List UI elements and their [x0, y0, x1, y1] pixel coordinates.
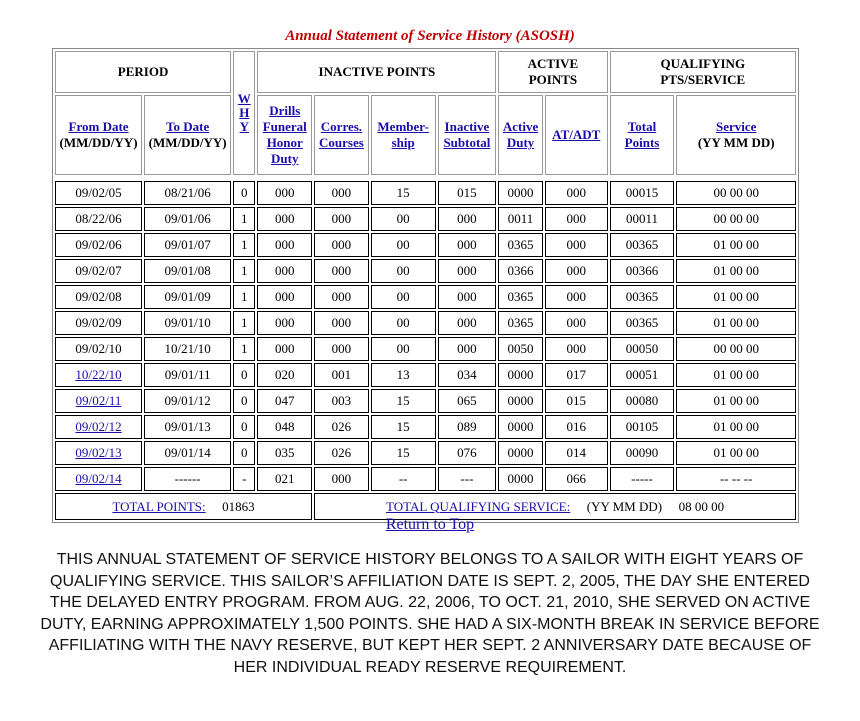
cell-why: -	[233, 467, 255, 491]
cell-total: 00365	[610, 285, 675, 309]
cell-from	[55, 389, 142, 413]
cell-member: 15	[371, 415, 436, 439]
cell-drills: 035	[257, 441, 312, 465]
cell-from: 09/02/05	[55, 181, 142, 205]
cell-drills: 020	[257, 363, 312, 387]
membership-link[interactable]	[377, 119, 429, 150]
cell-member: 00	[371, 311, 436, 335]
corres-link[interactable]	[319, 119, 364, 150]
cell-atadt: 015	[545, 389, 608, 413]
cell-to: ------	[144, 467, 231, 491]
cell-service: 01 00 00	[676, 363, 796, 387]
drills-link[interactable]	[263, 103, 307, 166]
cell-inactive: 065	[438, 389, 497, 413]
cell-member: 00	[371, 207, 436, 231]
cell-to: 09/01/07	[144, 233, 231, 257]
total-points-value: 01863	[222, 498, 255, 514]
table-row	[55, 285, 796, 309]
total-points-line2[interactable]: Points	[624, 135, 660, 150]
cell-corres: 000	[314, 467, 369, 491]
cell-total: 00050	[610, 337, 675, 361]
drills-line4[interactable]: Duty	[271, 151, 299, 166]
cell-inactive: 000	[438, 207, 497, 231]
cell-inactive: 000	[438, 337, 497, 361]
cell-total: 00080	[610, 389, 675, 413]
cell-inactive: 000	[438, 311, 497, 335]
cell-to: 10/21/10	[144, 337, 231, 361]
cell-service: 01 00 00	[676, 285, 796, 309]
cell-to: 09/01/12	[144, 389, 231, 413]
cell-to: 09/01/11	[144, 363, 231, 387]
table-row	[55, 389, 796, 413]
active-duty-link[interactable]	[503, 119, 538, 150]
table-row	[55, 259, 796, 283]
cell-drills: 021	[257, 467, 312, 491]
return-to-top-link[interactable]: Return to Top	[385, 516, 475, 533]
inactive-subtotal-line1[interactable]: Inactive	[444, 119, 490, 134]
cell-to: 09/01/13	[144, 415, 231, 439]
asosh-table	[52, 48, 799, 523]
cell-member: 13	[371, 363, 436, 387]
from-date-format: (MM/DD/YY)	[59, 135, 138, 150]
inactive-subtotal-line2[interactable]: Subtotal	[443, 135, 491, 150]
cell-corres: 000	[314, 337, 369, 361]
at-adt-link[interactable]: AT/ADT	[552, 127, 601, 142]
cell-active: 0000	[498, 363, 543, 387]
cell-total: 00051	[610, 363, 675, 387]
cell-corres: 000	[314, 181, 369, 205]
cell-why: 1	[233, 207, 255, 231]
cell-service: 00 00 00	[676, 207, 796, 231]
service-link[interactable]: Service	[715, 119, 757, 134]
table-row	[55, 181, 796, 205]
cell-service: 01 00 00	[676, 415, 796, 439]
cell-atadt: 000	[545, 233, 608, 257]
why-letter-y[interactable]: Y	[239, 119, 249, 134]
to-date-header	[144, 95, 231, 175]
qualifying-line2: PTS/SERVICE	[660, 72, 746, 87]
cell-service: 00 00 00	[676, 181, 796, 205]
cell-active: 0000	[498, 467, 543, 491]
cell-from	[55, 415, 142, 439]
qualifying-header	[610, 51, 796, 93]
qualifying-line1: QUALIFYING	[660, 56, 746, 71]
total-points-header	[610, 95, 675, 175]
table-row	[55, 415, 796, 439]
corres-line2[interactable]: Courses	[319, 135, 364, 150]
membership-line2[interactable]: ship	[391, 135, 415, 150]
cell-inactive: 089	[438, 415, 497, 439]
why-letter-h[interactable]: H	[239, 105, 250, 120]
from-date-row-link[interactable]: 09/02/14	[75, 471, 122, 486]
cell-active: 0050	[498, 337, 543, 361]
inactive-subtotal-header	[438, 95, 497, 175]
cell-from: 09/02/06	[55, 233, 142, 257]
cell-why: 0	[233, 441, 255, 465]
cell-drills: 048	[257, 415, 312, 439]
cell-atadt: 000	[545, 259, 608, 283]
cell-service: 01 00 00	[676, 389, 796, 413]
cell-corres: 000	[314, 233, 369, 257]
active-duty-header	[498, 95, 543, 175]
page-title: Annual Statement of Service History (ASOSH)	[285, 28, 575, 44]
from-date-header	[55, 95, 142, 175]
to-date-format: (MM/DD/YY)	[148, 135, 227, 150]
from-date-row-link[interactable]: 10/22/10	[75, 367, 122, 382]
cell-drills: 000	[257, 259, 312, 283]
cell-inactive: 034	[438, 363, 497, 387]
cell-drills: 000	[257, 311, 312, 335]
cell-member: --	[371, 467, 436, 491]
cell-from: 09/02/07	[55, 259, 142, 283]
cell-corres: 000	[314, 311, 369, 335]
from-date-row-link[interactable]: 09/02/12	[75, 419, 122, 434]
cell-total: 00105	[610, 415, 675, 439]
corres-line1[interactable]: Corres.	[320, 119, 363, 134]
total-points-label-link[interactable]: TOTAL POINTS:	[112, 498, 206, 514]
cell-active: 0365	[498, 285, 543, 309]
total-service-value: 08 00 00	[678, 498, 725, 514]
cell-corres: 001	[314, 363, 369, 387]
cell-total: 00365	[610, 233, 675, 257]
cell-total: 00011	[610, 207, 675, 231]
cell-active: 0365	[498, 311, 543, 335]
cell-from	[55, 363, 142, 387]
statement-rows	[55, 181, 796, 491]
cell-atadt: 000	[545, 181, 608, 205]
at-adt-header	[545, 95, 608, 175]
cell-to: 08/21/06	[144, 181, 231, 205]
cell-from: 08/22/06	[55, 207, 142, 231]
cell-to: 09/01/14	[144, 441, 231, 465]
cell-active: 0000	[498, 389, 543, 413]
active-points-header	[498, 51, 607, 93]
why-letter-w[interactable]: W	[237, 91, 251, 106]
cell-to: 09/01/10	[144, 311, 231, 335]
table-row	[55, 363, 796, 387]
why-header-link[interactable]	[233, 51, 255, 175]
cell-atadt: 016	[545, 415, 608, 439]
cell-corres: 000	[314, 207, 369, 231]
cell-atadt: 014	[545, 441, 608, 465]
cell-atadt: 017	[545, 363, 608, 387]
cell-atadt: 000	[545, 207, 608, 231]
cell-atadt: 000	[545, 311, 608, 335]
drills-header	[257, 95, 312, 175]
cell-total: 00090	[610, 441, 675, 465]
cell-why: 1	[233, 285, 255, 309]
active-duty-line2[interactable]: Duty	[506, 135, 535, 150]
cell-service: 01 00 00	[676, 441, 796, 465]
table-row	[55, 467, 796, 491]
period-header: PERIOD	[55, 51, 231, 93]
drills-line1[interactable]: Drills	[269, 103, 301, 118]
cell-total: 00365	[610, 311, 675, 335]
cell-to: 09/01/08	[144, 259, 231, 283]
cell-why: 1	[233, 337, 255, 361]
cell-inactive: ---	[438, 467, 497, 491]
cell-service: 01 00 00	[676, 259, 796, 283]
to-date-link[interactable]: To Date	[166, 119, 210, 134]
cell-drills: 000	[257, 181, 312, 205]
total-points-line1[interactable]: Total	[627, 119, 657, 134]
cell-why: 0	[233, 363, 255, 387]
membership-line1[interactable]: Member-	[377, 119, 429, 134]
cell-inactive: 000	[438, 233, 497, 257]
cell-drills: 000	[257, 285, 312, 309]
cell-from	[55, 467, 142, 491]
service-header	[676, 95, 796, 175]
cell-why: 1	[233, 311, 255, 335]
total-service-format: (YY MM DD)	[586, 498, 663, 514]
cell-drills: 000	[257, 233, 312, 257]
cell-member: 00	[371, 337, 436, 361]
cell-from: 09/02/08	[55, 285, 142, 309]
cell-active: 0365	[498, 233, 543, 257]
cell-corres: 003	[314, 389, 369, 413]
cell-member: 15	[371, 441, 436, 465]
cell-drills: 000	[257, 207, 312, 231]
cell-active: 0366	[498, 259, 543, 283]
header-spacer	[55, 177, 796, 179]
table-row	[55, 337, 796, 361]
service-format: (YY MM DD)	[697, 135, 775, 150]
cell-member: 00	[371, 259, 436, 283]
cell-why: 0	[233, 389, 255, 413]
inactive-points-header: INACTIVE POINTS	[257, 51, 496, 93]
cell-inactive: 000	[438, 259, 497, 283]
cell-active: 0011	[498, 207, 543, 231]
cell-from	[55, 441, 142, 465]
cell-total: -----	[610, 467, 675, 491]
drills-line3[interactable]: Honor	[266, 135, 303, 150]
inactive-subtotal-link[interactable]	[443, 119, 490, 150]
cell-total: 00015	[610, 181, 675, 205]
table-row	[55, 207, 796, 231]
cell-inactive: 076	[438, 441, 497, 465]
cell-member: 00	[371, 233, 436, 257]
cell-corres: 000	[314, 259, 369, 283]
cell-why: 1	[233, 259, 255, 283]
active-points-line1: ACTIVE	[527, 56, 579, 71]
cell-corres: 026	[314, 415, 369, 439]
cell-inactive: 000	[438, 285, 497, 309]
cell-atadt: 000	[545, 337, 608, 361]
cell-inactive: 015	[438, 181, 497, 205]
cell-to: 09/01/06	[144, 207, 231, 231]
total-points-link[interactable]	[625, 119, 660, 150]
cell-service: 01 00 00	[676, 233, 796, 257]
table-row	[55, 233, 796, 257]
cell-why: 0	[233, 415, 255, 439]
membership-header	[371, 95, 436, 175]
cell-active: 0000	[498, 441, 543, 465]
return-to-top-container	[0, 516, 860, 534]
total-service-label-link[interactable]: TOTAL QUALIFYING SERVICE:	[385, 498, 571, 514]
cell-total: 00366	[610, 259, 675, 283]
cell-to: 09/01/09	[144, 285, 231, 309]
cell-drills: 000	[257, 337, 312, 361]
cell-drills: 047	[257, 389, 312, 413]
cell-active: 0000	[498, 415, 543, 439]
cell-atadt: 000	[545, 285, 608, 309]
cell-member: 15	[371, 181, 436, 205]
cell-from: 09/02/09	[55, 311, 142, 335]
corres-header	[314, 95, 369, 175]
cell-corres: 026	[314, 441, 369, 465]
cell-why: 0	[233, 181, 255, 205]
cell-corres: 000	[314, 285, 369, 309]
active-duty-line1[interactable]: Active	[502, 119, 539, 134]
cell-why: 1	[233, 233, 255, 257]
cell-member: 15	[371, 389, 436, 413]
active-points-line2: POINTS	[528, 72, 578, 87]
table-row	[55, 441, 796, 465]
table-row	[55, 311, 796, 335]
caption-text: THIS ANNUAL STATEMENT OF SERVICE HISTORY BELONGS TO A SAILOR WITH EIGHT YEARS OF QUALIFYING SERVICE. THIS SAILOR’S AFFILIATION DATE IS SEPT. 2, 2005, THE DAY SHE ENTERED THE DELAYED ENTRY PROGRAM. FROM AUG. 22, 2006, TO OCT. 21, 2010, SHE SERVED ON ACTIVE DUTY, EARNING APPROXIMATELY 1,500 POINTS. SHE HAD A SIX-MONTH BREAK IN SERVICE BEFORE AFFILIATING WITH THE NAVY RESERVE, BUT KEPT HER SEPT. 2 ANNIVERSARY DATE BECAUSE OF HER INDIVIDUAL READY RESERVE REQUIREMENT.	[40, 551, 820, 676]
from-date-row-link[interactable]: 09/02/11	[75, 393, 122, 408]
cell-service: 01 00 00	[676, 311, 796, 335]
cell-service: 00 00 00	[676, 337, 796, 361]
cell-member: 00	[371, 285, 436, 309]
cell-from: 09/02/10	[55, 337, 142, 361]
cell-atadt: 066	[545, 467, 608, 491]
from-date-link[interactable]: From Date	[68, 119, 129, 134]
from-date-row-link[interactable]: 09/02/13	[75, 445, 122, 460]
cell-active: 0000	[498, 181, 543, 205]
cell-service: -- -- --	[676, 467, 796, 491]
drills-line2[interactable]: Funeral	[262, 119, 307, 134]
